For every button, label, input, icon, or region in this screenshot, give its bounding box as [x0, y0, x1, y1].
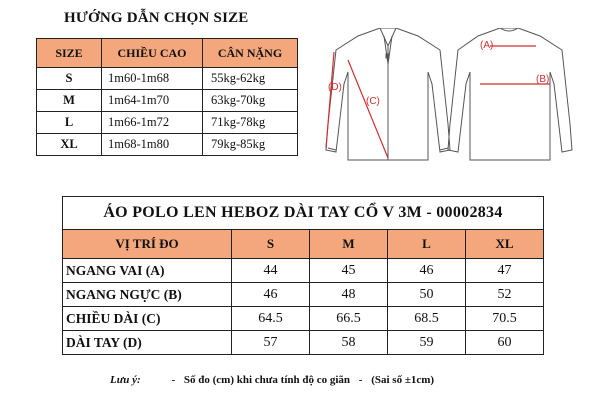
product-title: ÁO POLO LEN HEBOZ DÀI TAY CỔ V 3M - 00002834: [63, 197, 544, 230]
front-shirt-drawing: [326, 28, 450, 160]
size-guide-table: [36, 38, 298, 156]
height-cell: 1m64-1m70: [102, 90, 203, 112]
table-row: [37, 68, 298, 90]
footnote-dash: -: [171, 374, 176, 386]
table-row: [63, 307, 544, 331]
label-b: (B): [536, 74, 550, 85]
table-row: [63, 331, 544, 355]
table-row: [63, 259, 544, 283]
size-cell: L: [37, 112, 102, 134]
measurement-lines: [326, 46, 550, 158]
measure-value: 44: [232, 259, 310, 283]
size-l-header: L: [387, 230, 465, 259]
table-row: [37, 90, 298, 112]
weight-cell: 79kg-85kg: [203, 134, 298, 156]
size-m-header: M: [309, 230, 387, 259]
measure-label: DÀI TAY (D): [63, 331, 232, 355]
measure-label: NGANG NGỰC (B): [63, 283, 232, 307]
footnote-item-1: Số đo (cm) khi chưa tính độ co giãn: [183, 374, 351, 386]
label-a: (A): [480, 40, 494, 51]
back-shirt-drawing: [448, 28, 572, 160]
size-s-header: S: [232, 230, 310, 259]
weight-header: CÂN NẶNG: [203, 39, 298, 68]
measure-label: CHIỀU DÀI (C): [63, 307, 232, 331]
measurement-header-row: [63, 230, 544, 259]
position-header: VỊ TRÍ ĐO: [63, 230, 232, 259]
measure-value: 59: [387, 331, 465, 355]
weight-cell: 55kg-62kg: [203, 68, 298, 90]
label-c: (C): [366, 96, 380, 107]
weight-cell: 71kg-78kg: [203, 112, 298, 134]
measurement-title-row: [63, 197, 544, 230]
footnote-dash: -: [358, 374, 363, 386]
size-cell: S: [37, 68, 102, 90]
measure-value: 46: [387, 259, 465, 283]
measure-value: 64.5: [232, 307, 310, 331]
size-cell: XL: [37, 134, 102, 156]
height-cell: 1m68-1m80: [102, 134, 203, 156]
measure-value: 66.5: [309, 307, 387, 331]
footnote-item-2: (Sai số ±1cm): [371, 374, 435, 386]
label-d: (D): [328, 82, 342, 93]
table-row: [37, 112, 298, 134]
measure-value: 52: [465, 283, 543, 307]
measure-value: 47: [465, 259, 543, 283]
measure-value: 45: [309, 259, 387, 283]
table-row: [37, 134, 298, 156]
measure-value: 50: [387, 283, 465, 307]
measure-label: NGANG VAI (A): [63, 259, 232, 283]
measure-value: 46: [232, 283, 310, 307]
size-header: SIZE: [37, 39, 102, 68]
shirt-measurement-illustration: [300, 28, 590, 168]
measure-value: 48: [309, 283, 387, 307]
weight-cell: 63kg-70kg: [203, 90, 298, 112]
size-guide-title: HƯỚNG DẪN CHỌN SIZE: [64, 10, 249, 26]
measurement-table: [62, 196, 544, 355]
size-table-header-row: [37, 39, 298, 68]
height-header: CHIỀU CAO: [102, 39, 203, 68]
size-xl-header: XL: [465, 230, 543, 259]
measure-value: 57: [232, 331, 310, 355]
size-cell: M: [37, 90, 102, 112]
measure-value: 70.5: [465, 307, 543, 331]
measure-value: 68.5: [387, 307, 465, 331]
footnote-label: Lưu ý:: [110, 374, 141, 386]
measure-value: 60: [465, 331, 543, 355]
table-row: [63, 283, 544, 307]
height-cell: 1m60-1m68: [102, 68, 203, 90]
footnote: [110, 374, 434, 386]
height-cell: 1m66-1m72: [102, 112, 203, 134]
measure-value: 58: [309, 331, 387, 355]
